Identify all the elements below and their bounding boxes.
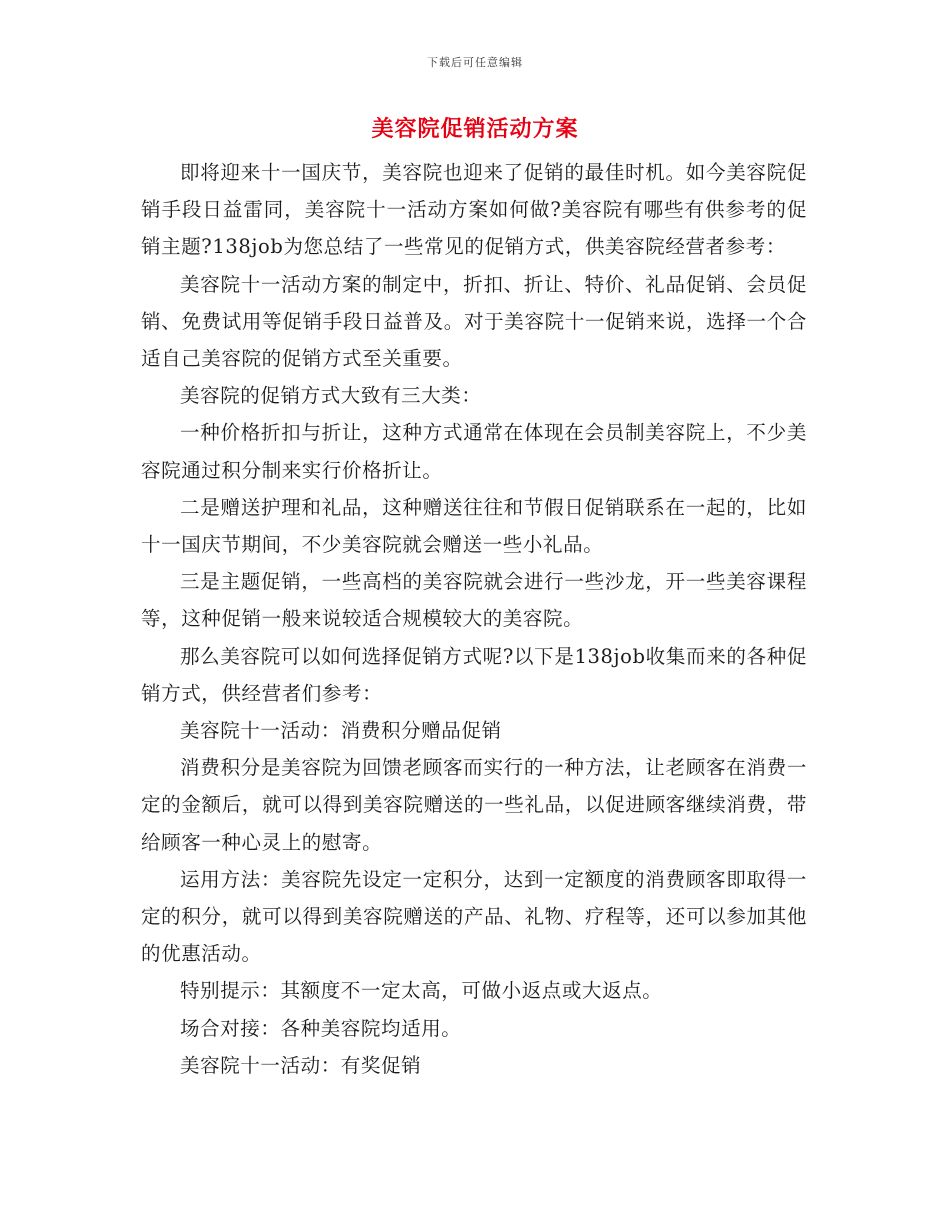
paragraph-category-one: 一种价格折扣与折让，这种方式通常在体现在会员制美容院上，不少美容院通过积分制来实行价格折让。 <box>141 421 807 482</box>
paragraph-category-three: 三是主题促销，一些高档的美容院就会进行一些沙龙，开一些美容课程等，这种促销一般来说较适合规模较大的美容院。 <box>141 570 807 631</box>
paragraph-methods-overview: 美容院十一活动方案的制定中，折扣、折让、特价、礼品促销、会员促销、免费试用等促销手段日益普及。对于美容院十一促销来说，选择一个合适自己美容院的促销方式至关重要。 <box>141 272 807 371</box>
section-heading-points-gift: 美容院十一活动：消费积分赠品促销 <box>180 719 502 743</box>
paragraph-special-tip: 特别提示：其额度不一定太高，可做小返点或大返点。 <box>180 979 663 1003</box>
paragraph-usage-method: 运用方法：美容院先设定一定积分，达到一定额度的消费顾客即取得一定的积分，就可以得到美容院赠送的产品、礼物、疗程等，还可以参加其他的优惠活动。 <box>141 867 807 966</box>
document-title: 美容院促销活动方案 <box>371 116 579 142</box>
paragraph-three-categories: 美容院的促销方式大致有三大类： <box>180 384 482 408</box>
document-body <box>141 154 807 1084</box>
header-note: 下载后可任意编辑 <box>427 56 523 69</box>
section-heading-prize-promotion: 美容院十一活动：有奖促销 <box>180 1053 422 1077</box>
paragraph-intro: 即将迎来十一国庆节，美容院也迎来了促销的最佳时机。如今美容院促销手段日益雷同，美容院十一活动方案如何做?美容院有哪些有供参考的促销主题?138job为您总结了一些常见的促销方式，供美容院经营者参考： <box>141 161 807 259</box>
paragraph-applicable-scenes: 场合对接：各种美容院均适用。 <box>180 1016 462 1040</box>
paragraph-points-description: 消费积分是美容院为回馈老顾客而实行的一种方法，让老顾客在消费一定的金额后，就可以得到美容院赠送的一些礼品，以促进顾客继续消费，带给顾客一种心灵上的慰寄。 <box>141 756 807 854</box>
paragraph-category-two: 二是赠送护理和礼品，这种赠送往往和节假日促销联系在一起的，比如十一国庆节期间，不少美容院就会赠送一些小礼品。 <box>141 495 807 557</box>
paragraph-how-to-choose: 那么美容院可以如何选择促销方式呢?以下是138job收集而来的各种促销方式，供经营者们参考： <box>141 644 807 705</box>
